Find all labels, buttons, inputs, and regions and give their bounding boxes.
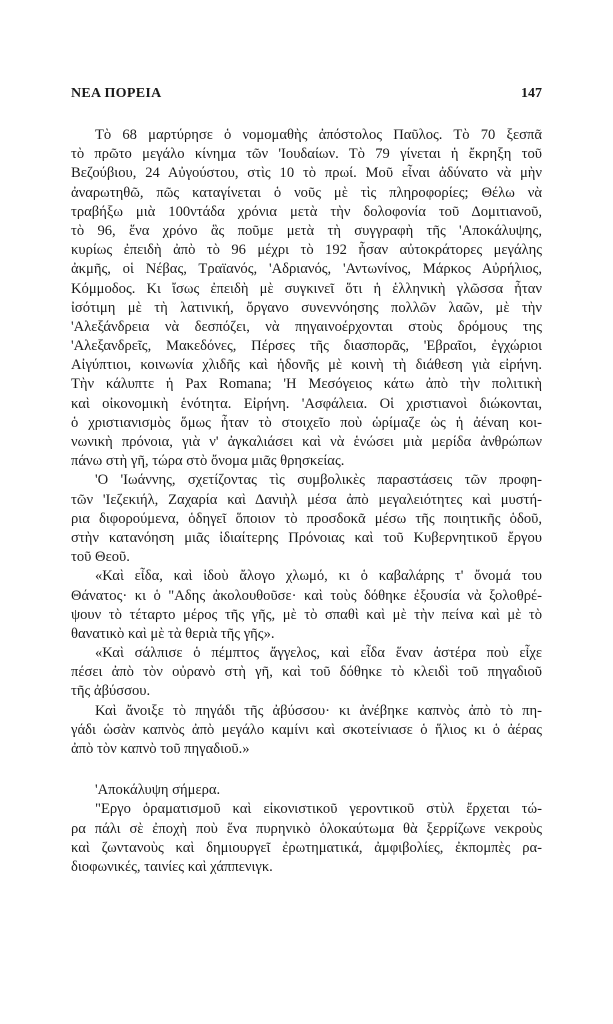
text-line: στὴν κατανόηση μιᾶς ἰδιαίτερης Πρόνοιας καὶ τοῦ Κυβερνητικοῦ ἔργου [71, 529, 542, 546]
text-line: ὁ χριστιανισμὸς ὅμως ἦταν τὸ στοιχεῖο ποὺ ὡρίμαζε ὡς ἡ ἀέναη κοι- [71, 414, 542, 431]
text-line: διοφωνικές, ταινίες καὶ χάππενιγκ. [71, 858, 273, 875]
text-line: Καὶ ἄνοιξε τὸ πηγάδι τῆς ἀβύσσου· κι ἀνέβηκε καπνὸς ἀπὸ τὸ πη- [95, 702, 542, 719]
text-line: 'Αποκάλυψη σήμερα. [95, 782, 221, 799]
paragraph [71, 126, 542, 471]
text-line: καὶ οἰκονομικὴ ἑνότητα. Εἰρήνη. 'Ασφάλεια. Οἱ χριστιανοὶ διώκονται, [71, 395, 542, 412]
text-line: κυρίως ἐπειδὴ ἀπὸ τὸ 96 μέχρι τὸ 192 ἦσαν αὐτοκράτορες μεγάλης [71, 242, 542, 259]
text-line: τὸ 96, ἕνα χρόνο ἃς ποῦμε μετὰ τὴ συγγραφὴ τῆς 'Αποκάλυψης, [71, 222, 542, 239]
text-line: ρα πάλι σὲ ἐποχὴ ποὺ ἕνα πυρηνικὸ ὁλοκαύτωμα θὰ ξερρίζωνε νεκροὺς [71, 820, 542, 837]
text-line: τοῦ Θεοῦ. [71, 549, 130, 566]
text-line: γάδι ὡσὰν καπνὸς ἀπὸ μεγάλο καμίνι καὶ σκοτείνιασε ὁ ἥλιος κι ὁ ἀέρας [71, 721, 542, 738]
text-line: πέσει ἀπὸ τὸν οὐρανὸ στὴ γῆ, καὶ τοῦ δόθηκε τὸ κλειδὶ τοῦ πηγαδιοῦ [71, 664, 542, 681]
page-number: 147 [521, 86, 542, 101]
text-line: τῆς ἀβύσσου. [71, 683, 151, 700]
text-line: "Εργο ὁραματισμοῦ καὶ εἰκονιστικοῦ γεροντικοῦ στὺλ ἔρχεται τώ- [95, 801, 542, 818]
text-line: Τὸ 68 μαρτύρησε ὁ νομομαθὴς ἀπόστολος Παῦλος. Τὸ 70 ξεσπᾶ [95, 127, 542, 143]
paragraph [71, 702, 542, 760]
text-line: ἰσότιμη μὲ τὴ λατινική, ὄργανο συνεννόησης πολλῶν λαῶν, μὲ τὴν [71, 299, 542, 316]
text-line: «Καὶ εἶδα, καὶ ἰδοὺ ἄλογο χλωμό, κι ὁ καβαλάρης τ' ὄνομά του [95, 568, 542, 585]
text-line: 'Ο 'Ιωάννης, σχετίζοντας τὶς συμβολικὲς παραστάσεις τῶν προφη- [95, 472, 542, 489]
paragraph [71, 800, 542, 877]
text-line: ψουν τὸ τέταρτο μέρος τῆς γῆς, μὲ τὸ σπαθὶ καὶ μὲ τὴν πείνα καὶ μὲ τὸ [71, 606, 542, 623]
text-line: ρια διφορούμενα, ὁδηγεῖ ὅποιον τὸ προσδοκᾶ μέσω τῆς ποιητικῆς ὁδοῦ, [71, 510, 542, 527]
paragraph [71, 567, 542, 644]
body-text [71, 126, 542, 877]
text-line: τραβήξω μιὰ 100ντάδα χρόνια μετὰ τὴν δολοφονία τοῦ Δομιτιανοῦ, [71, 203, 542, 220]
text-line: ἀκμῆς, οἱ Νέβας, Τραϊανός, 'Αδριανός, 'Αντωνίνος, Μάρκος Αὐρήλιος, [71, 261, 542, 278]
text-line: «Καὶ σάλπισε ὁ πέμπτος ἄγγελος, καὶ εἶδα ἕναν ἀστέρα ποὺ εἶχε [95, 645, 542, 662]
paragraph [71, 644, 542, 702]
text-line: 'Αλεξανδρεῖς, Μακεδόνες, Πέρσες τῆς διασπορᾶς, 'Εβραῖοι, ἐγχώριοι [71, 338, 542, 355]
text-line: 'Αλεξάνδρεια νὰ δεσπόζει, νὰ πηγαινοέρχονται στοὺς δρόμους της [71, 318, 542, 335]
text-line: πάνω στὴ γῆ, τώρα στὸ ὄνομα μιᾶς θρησκείας. [71, 453, 345, 470]
paragraph [71, 471, 542, 567]
text-line: Τὴν κάλυπτε ἡ Pax Romana; 'Η Μεσόγειος κάτω ἀπὸ τὴν πολιτικὴ [71, 376, 542, 393]
text-line: Βεζούβιου, 24 Αὐγούστου, στὶς 10 τὸ πρωί. Μοῦ εἶναι ἀδύνατο νὰ μὴν [71, 165, 542, 182]
running-head: ΝΕΑ ΠΟΡΕΙΑ [71, 86, 162, 101]
text-line: τὸ πρῶτο μεγάλο κίνημα τῶν 'Ιουδαίων. Τὸ 79 γίνεται ἡ ἔκρηξη τοῦ [71, 146, 542, 163]
text-line: θανατικὸ καὶ μὲ τὰ θεριὰ τῆς γῆς». [71, 625, 275, 642]
text-line: Θάνατος· κι ὁ "Αδης ἀκολουθοῦσε· καὶ τοὺς δόθηκε ἐξουσία νὰ ξολοθρέ- [71, 587, 542, 604]
text-line: Κόμμοδος. Κι ἴσως ἐπειδὴ μὲ συγκινεῖ ὅτι ἡ ἑλληνικὴ γλῶσσα ἦταν [71, 280, 542, 297]
text-line: νωνικὴ πρόνοια, γιὰ ν' ἀγκαλιάσει καὶ νὰ ἑνώσει μιὰ μερίδα ἀνθρώπων [71, 434, 542, 450]
text-line: τῶν 'Ιεζεκιήλ, Ζαχαρία καὶ Δανιὴλ μέσα ἀπὸ μεγαλειότητες καὶ μυστή- [71, 491, 542, 508]
page-header [71, 86, 542, 106]
paragraph [71, 781, 542, 800]
text-line: Αἰγύπτιοι, κοινωνία χλιδῆς καὶ ἡδονῆς μὲ κοινὴ τὴ διάθεση γιὰ εἰρήνη. [71, 357, 542, 374]
text-line: ἀναρωτηθῶ, πῶς καταγίνεται ὁ νοῦς μὲ τὶς πληροφορίες; Θέλω νὰ [71, 184, 542, 201]
text-line: καὶ ζωντανοὺς καὶ δημιουργεῖ ἐρωτηματικά, ἀμφιβολίες, ἐκπομπὲς ρα- [71, 839, 542, 856]
section-gap [71, 759, 542, 781]
text-line: ἀπὸ τὸν καπνὸ τοῦ πηγαδιοῦ.» [71, 741, 250, 757]
